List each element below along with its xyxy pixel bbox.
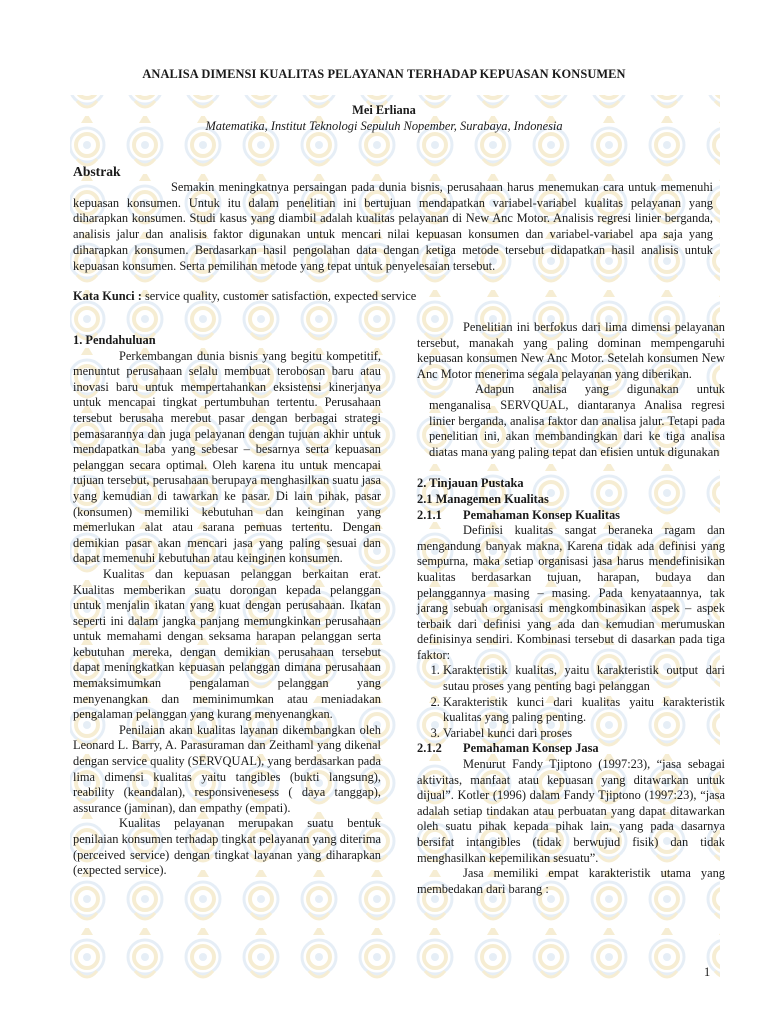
list-item: 3. Variabel kunci dari proses [443, 726, 725, 742]
abstract-text: Semakin meningkatnya persaingan pada dunia bisnis, perusahaan harus menemukan cara untuk memenuhi kepuasan konsumen. Untuk itu dalam penelitian ini bertujuan mendapatkan variabel-variabel kualitas pelayanan yang diharapkan konsumen. Studi kasus yang diambil adalah kualitas pelayanan di New Anc Motor. Analisis regresi linier berganda, analisis jalur dan analisis faktor digunakan untuk mencari nilai kepuasan konsumen dan variabel-variabel apa saja yang diharapkan konsumen. Berdasarkan hasil pengolahan data dengan ketiga metode tersebut didapatkan hasil analisis untuk kepuasan konsumen. Serta pemilihan metode yang tepat untuk penyelesaian tersebut. [73, 180, 713, 273]
factors-list [417, 663, 725, 741]
body-paragraph: Penelitian ini berfokus dari lima dimensi pelayanan tersebut, manakah yang paling dominan mempengaruhi kepuasan konsumen New Anc Motor. Setelah konsumen New Anc Motor menerima segala pelayanan yang diberikan. [417, 320, 725, 381]
subsubsection-number: 2.1.1 [417, 507, 442, 522]
keywords-label: Kata Kunci : [73, 289, 142, 303]
keywords-line [73, 289, 713, 305]
body-paragraph: Jasa memiliki empat karakteristik utama yang membedakan dari barang : [417, 866, 725, 896]
subsubsection-title: Pemahaman Konsep Kualitas [463, 507, 620, 522]
paper-title: ANALISA DIMENSI KUALITAS PELAYANAN TERHADAP KEPUASAN KONSUMEN [142, 67, 626, 81]
keywords-text: service quality, customer satisfaction, expected service [144, 289, 417, 303]
body-paragraph: Kualitas pelayanan merupakan suatu bentuk penilaian konsumen terhadap tingkat pelayanan yang diterima (perceived service) dengan tingkat layanan yang diharapkan (expected service). [73, 816, 381, 878]
body-paragraph: Menurut Fandy Tjiptono (1997:23), “jasa sebagai aktivitas, manfaat atau kepuasan yang ditawarkan untuk dijual”. Kotler (1996) dalam Fandy Tjiptono (1997:23), “jasa adalah setiap tindakan atau perbuatan yang dapat ditawarkan oleh suatu pihak kepada pihak lain, yang pada dasarnya bersifat intangibles (tidak berwujud fisik) dan tidak menghasilkan kepemilikan sesuatu”. [417, 757, 725, 865]
subsubsection-heading [417, 741, 725, 757]
subsubsection-heading [417, 508, 725, 524]
page-number: 1 [704, 965, 711, 979]
section-heading-pendahuluan: 1. Pendahuluan [73, 333, 156, 347]
body-paragraph: Perkembangan dunia bisnis yang begitu kompetitif, menuntut perusahaan selalu membuat terobosan baru atau inovasi baru untuk mempertahankan eksistensi kinerjanya untuk mencapai tingkat pertumbuhan tertentu. Perusahaan tersebut berusaha merebut pasar dengan berbagai strategi pemasarannya dan juga pelayanan dengan tujuan akhir untuk mendapatkan laba yang sebesar – besarnya serta kepuasan pelanggan secara optimal. Oleh karena itu untuk mencapai tujuan tersebut, perusahaan berupaya menghasilkan suatu jasa yang kemudian di tawarkan ke pasar. Di lain pihak, pasar (konsumen) memiliki kebutuhan dan keinginan yang memerlukan alat atau sarana pemuas tertentu. Dengan demikian pasar akan mencari jasa yang paling sesuai dan dapat memenuhi kebutuhan atau keinginen konsumen. [73, 348, 381, 566]
body-paragraph: Penilaian akan kualitas layanan dikembangkan oleh Leonard L. Barry, A. Parasuraman dan Zeithaml yang dikenal dengan service quality (SERVQUAL), yang berdasarkan pada lima dimensi kualitas yaitu tangibles (bukti langsung), reability (keandalan), responsivenesess ( daya tanggap), assurance (jaminan), dan empathy (empati). [73, 722, 381, 815]
author-affiliation: Matematika, Institut Teknologi Sepuluh Nopember, Surabaya, Indonesia [205, 119, 563, 133]
list-item: 2. Karakteristik kunci dari kualitas yaitu karakteristik kualitas yang paling penting. [443, 695, 725, 726]
body-paragraph: Definisi kualitas sangat beraneka ragam dan mengandung banyak makna, Karena tidak ada definisi yang sempurna, maka setiap organisasi jasa harus mendefinisikan kualitas berdasarkan tujuan, harapan, budaya dan pelanggannya masing – masing. Pada kenyataannya, tak jarang sebuah organisasi mengkombinasikan aspek – aspek terbaik dari definisi yang ada dan kemudian merumuskan definisinya sendiri. Kombinasi tersebut di dasarkan pada tiga faktor: [417, 523, 725, 662]
section-heading-tinjauan-pustaka: 2. Tinjauan Pustaka [417, 476, 524, 491]
left-column [73, 333, 381, 879]
body-paragraph: Adapun analisa yang digunakan untuk menganalisa SERVQUAL, diantaranya Analisa regresi linier berganda, analisa faktor dan analisa jalur. Tetapi pada penelitian ini, akan membandingkan dari ke tiga analisa diatas mana yang paling tepat dan efisien untuk digunakan [429, 382, 725, 459]
author-name: Mei Erliana [352, 103, 416, 117]
subsubsection-title: Pemahaman Konsep Jasa [463, 741, 599, 756]
subsubsection-number: 2.1.2 [417, 741, 442, 756]
abstract-heading: Abstrak [73, 164, 121, 179]
subsection-heading: 2.1 Managemen Kualitas [417, 491, 549, 506]
list-item: 1. Karakteristik kualitas, yaitu karakteristik output dari sutau proses yang penting bagi pelanggan [443, 663, 725, 694]
body-paragraph: Kualitas dan kepuasan pelanggan berkaitan erat. Kualitas memberikan suatu dorongan kepada pelanggan untuk menjalin ikatan yang kuat dengan perusahaan. Ikatan seperti ini dalam jangka panjang memungkinkan perusahaan untuk memahami dengan seksama harapan pelanggan serta kebutuhan mereka, dengan demikian perusahaan tersebut dapat meningkatkan kepuasan pelanggan dimana perusahaan memaksimumkan pengalaman pelanggan yang menyenangkan dan meminimumkan atau meniadakan pengalaman pelanggan yang kurang menyenangkan. [73, 566, 381, 722]
spacer [417, 460, 725, 476]
right-column [417, 320, 725, 897]
